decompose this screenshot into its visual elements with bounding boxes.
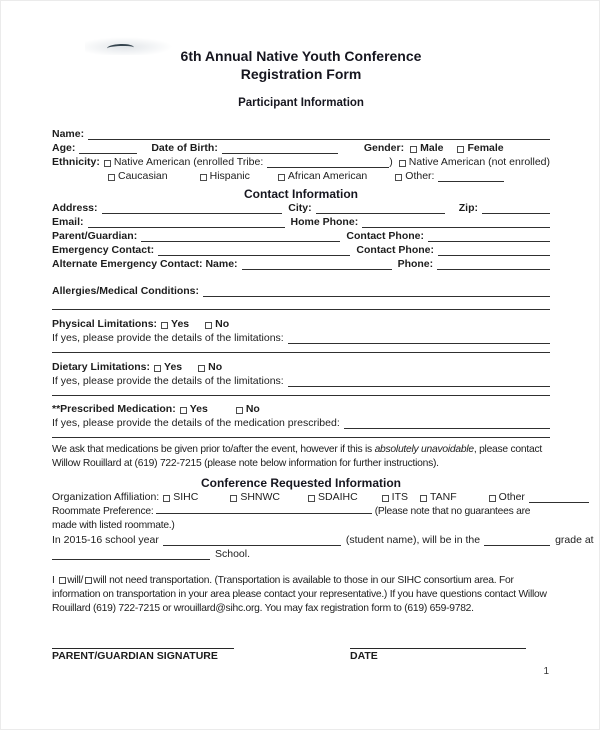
form-row xyxy=(52,215,550,229)
transport-rest: need transportation. (Transportation is available to those in our SIHC consortium area. For information on transportation in your area please contact your representative.) If you have questions contact Willow Rouillard (619) 722-7215 or wrouillard@sihc.org. You may fax registration form to (619) 659-9782. xyxy=(52,575,547,614)
org-other-label: Other xyxy=(498,491,525,503)
medication-details-label: If yes, please provide the details of the medication prescribed: xyxy=(52,417,340,429)
physical-details-label: If yes, please provide the details of the limitations: xyxy=(52,332,284,344)
eth-other-line[interactable] xyxy=(438,171,504,182)
form-row xyxy=(52,317,550,331)
medication-note-italic: absolutely unavoidable xyxy=(374,444,474,455)
form-row xyxy=(52,360,550,374)
checkbox-org-its[interactable] xyxy=(382,495,389,502)
physical-limitations-label: Physical Limitations: xyxy=(52,318,158,330)
school-line[interactable] xyxy=(52,549,210,560)
form-row xyxy=(52,229,550,243)
roommate-paragraph xyxy=(52,504,550,533)
eth-other-label: Other: xyxy=(405,170,435,182)
eth-caucasian-label: Caucasian xyxy=(118,170,168,182)
medication-no-label: No xyxy=(245,403,260,415)
male-label: Male xyxy=(420,142,444,154)
checkbox-org-sihc[interactable] xyxy=(163,495,170,502)
form-row xyxy=(52,402,550,416)
emergency-phone-line[interactable] xyxy=(438,245,550,256)
conference-section-heading: Conference Requested Information xyxy=(200,476,402,490)
contact-phone-label: Contact Phone: xyxy=(346,230,424,242)
allergies-line-2[interactable] xyxy=(52,299,550,310)
city-line[interactable] xyxy=(316,203,445,214)
eth-african-american-label: African American xyxy=(287,170,368,182)
student-name-label: (student name), will be in the xyxy=(345,534,481,546)
dob-line[interactable] xyxy=(222,143,338,154)
roommate-label: Roommate Preference: xyxy=(52,506,154,517)
page-number: 1 xyxy=(543,666,549,677)
org-its-label: ITS xyxy=(391,491,409,503)
signature-line[interactable] xyxy=(52,640,234,649)
alt-emergency-label: Alternate Emergency Contact: Name: xyxy=(52,258,238,270)
ethnicity-label: Ethnicity: xyxy=(52,156,100,168)
form-row xyxy=(52,155,550,169)
parent-guardian-label: Parent/Guardian: xyxy=(52,230,138,242)
parent-phone-line[interactable] xyxy=(428,231,550,242)
org-other-line[interactable] xyxy=(529,492,589,503)
form-row xyxy=(52,533,594,547)
checkbox-physical-yes[interactable] xyxy=(161,322,168,329)
student-name-line[interactable] xyxy=(163,535,341,546)
contact-section-heading: Contact Information xyxy=(244,187,358,201)
form-row xyxy=(52,201,550,215)
checkbox-african-american[interactable] xyxy=(278,174,285,181)
checkbox-caucasian[interactable] xyxy=(108,174,115,181)
parent-guardian-line[interactable] xyxy=(141,231,340,242)
checkbox-eth-other[interactable] xyxy=(395,174,402,181)
participant-section-heading: Participant Information xyxy=(238,97,364,109)
physical-no-label: No xyxy=(215,318,230,330)
address-line[interactable] xyxy=(102,203,283,214)
checkbox-org-sdaihc[interactable] xyxy=(308,495,315,502)
dietary-details-label: If yes, please provide the details of the limitations: xyxy=(52,375,284,387)
dob-label: Date of Birth: xyxy=(151,142,218,154)
form-row xyxy=(52,257,550,271)
gender-label: Gender: xyxy=(363,142,405,154)
tribe-line[interactable] xyxy=(267,157,389,168)
city-label: City: xyxy=(288,202,312,214)
email-line[interactable] xyxy=(88,217,285,228)
form-row xyxy=(52,430,550,439)
dietary-details-line-2[interactable] xyxy=(52,385,550,396)
checkbox-org-shnwc[interactable] xyxy=(230,495,237,502)
form-row xyxy=(52,298,550,311)
checkbox-native-american-enrolled[interactable] xyxy=(104,160,111,167)
grade-line[interactable] xyxy=(484,535,550,546)
checkbox-dietary-yes[interactable] xyxy=(154,365,161,372)
prescribed-medication-label: **Prescribed Medication: xyxy=(52,403,176,415)
age-line[interactable] xyxy=(79,143,137,154)
dietary-no-label: No xyxy=(208,361,223,373)
school-label: School. xyxy=(215,548,251,560)
form-row xyxy=(52,388,550,397)
allergies-line[interactable] xyxy=(203,286,550,297)
alt-emergency-name-line[interactable] xyxy=(242,259,392,270)
eth-not-enrolled-label: Native American (not enrolled) xyxy=(408,156,550,168)
roommate-note: (Please note that no guarantees are made with listed roommate.) xyxy=(52,506,531,531)
signature-label: PARENT/GUARDIAN SIGNATURE xyxy=(52,650,218,662)
checkbox-medication-no[interactable] xyxy=(236,407,243,414)
org-tanf-label: TANF xyxy=(430,491,457,503)
eth-enrolled-close: ) xyxy=(389,156,393,168)
org-sdaihc-label: SDAIHC xyxy=(317,491,358,503)
checkbox-physical-no[interactable] xyxy=(205,322,212,329)
checkbox-org-other[interactable] xyxy=(489,495,496,502)
form-row xyxy=(52,284,550,298)
transportation-paragraph xyxy=(52,574,550,616)
transport-i: I xyxy=(52,575,58,586)
signature-block xyxy=(52,640,550,664)
checkbox-dietary-no[interactable] xyxy=(198,365,205,372)
date-column xyxy=(350,640,526,664)
grade-at-label: grade at xyxy=(555,534,594,546)
org-affiliation-label: Organization Affiliation: xyxy=(52,491,160,503)
transport-slash: / xyxy=(80,575,84,586)
checkbox-transport-will-not[interactable] xyxy=(85,577,92,584)
eth-enrolled-label: Native American (enrolled Tribe: xyxy=(113,156,264,168)
checkbox-male[interactable] xyxy=(410,146,417,153)
emergency-contact-label: Emergency Contact: xyxy=(52,244,155,256)
medication-yes-label: Yes xyxy=(189,403,208,415)
roommate-line[interactable] xyxy=(156,504,372,514)
checkbox-native-american-not-enrolled[interactable] xyxy=(399,160,406,167)
female-label: Female xyxy=(467,142,504,154)
form-row xyxy=(52,169,550,183)
dietary-yes-label: Yes xyxy=(164,361,183,373)
checkbox-org-tanf[interactable] xyxy=(420,495,427,502)
org-shnwc-label: SHNWC xyxy=(240,491,280,503)
alt-phone-label: Phone: xyxy=(397,258,434,270)
name-line[interactable] xyxy=(88,129,550,140)
date-label: DATE xyxy=(350,650,378,662)
eth-hispanic-label: Hispanic xyxy=(209,170,250,182)
physical-details-line-2[interactable] xyxy=(52,342,550,353)
medication-note-text2: , please contact Willow Rouillard at (619) 722-7215 (please note below information for further instructions). xyxy=(52,444,542,469)
org-sihc-label: SIHC xyxy=(173,491,199,503)
checkbox-hispanic[interactable] xyxy=(200,174,207,181)
zip-label: Zip: xyxy=(458,202,478,214)
form-title-line1: 6th Annual Native Youth Conference xyxy=(180,48,422,64)
home-phone-label: Home Phone: xyxy=(290,216,359,228)
emergency-contact-line[interactable] xyxy=(158,245,350,256)
transport-will-not-label: will not xyxy=(93,575,123,586)
contact-phone2-label: Contact Phone: xyxy=(356,244,434,256)
checkbox-transport-will[interactable] xyxy=(59,577,66,584)
form-row xyxy=(52,127,550,141)
form-row xyxy=(52,490,550,504)
checkbox-medication-yes[interactable] xyxy=(180,407,187,414)
home-phone-line[interactable] xyxy=(362,217,550,228)
checkbox-female[interactable] xyxy=(457,146,464,153)
school-year-label: In 2015-16 school year xyxy=(52,534,159,546)
form-row xyxy=(52,345,550,354)
transport-will-label: will xyxy=(67,575,81,586)
dietary-limitations-label: Dietary Limitations: xyxy=(52,361,151,373)
form-row xyxy=(52,141,550,155)
form-title-line2: Registration Form xyxy=(240,66,362,82)
signature-column xyxy=(52,640,234,664)
medication-note-text1: We ask that medications be given prior to/after the event, however if this is xyxy=(52,444,375,455)
form-row xyxy=(52,243,550,257)
medication-note xyxy=(52,443,550,471)
allergies-label: Allergies/Medical Conditions: xyxy=(52,285,200,297)
form-row xyxy=(52,547,550,561)
physical-yes-label: Yes xyxy=(171,318,190,330)
zip-line[interactable] xyxy=(482,203,550,214)
email-label: Email: xyxy=(52,216,84,228)
age-label: Age: xyxy=(52,142,76,154)
address-label: Address: xyxy=(52,202,98,214)
name-label: Name: xyxy=(52,128,85,140)
alt-emergency-phone-line[interactable] xyxy=(437,259,550,270)
date-line[interactable] xyxy=(350,640,526,649)
form-title xyxy=(52,47,550,83)
medication-details-line-2[interactable] xyxy=(52,427,550,438)
